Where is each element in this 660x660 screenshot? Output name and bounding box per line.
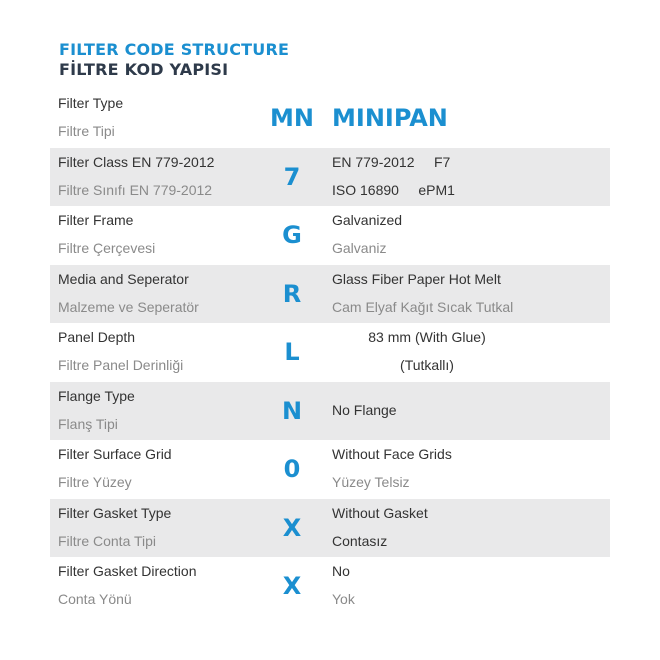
value-tr: (Tutkallı) <box>400 357 454 373</box>
code-letter: N <box>281 396 303 425</box>
value-en: 83 mm (With Glue) <box>368 329 486 345</box>
row-gasket-type <box>50 499 610 558</box>
code-letter: R <box>282 279 302 308</box>
label-tr: Filtre Conta Tipi <box>58 532 157 549</box>
label-tr: Conta Yönü <box>58 591 132 607</box>
code-letter: G <box>282 221 302 249</box>
value-tr: Galvaniz <box>332 240 387 256</box>
title-english: FILTER CODE STRUCTURE <box>59 40 290 59</box>
value-en: No <box>332 563 350 579</box>
label-en: Filter Gasket Direction <box>58 563 197 579</box>
label-en: Filter Class EN 779-2012 <box>58 153 215 170</box>
code-letter: 7 <box>283 162 301 191</box>
row-surface-grid <box>50 440 610 499</box>
label-tr: Flanş Tipi <box>58 415 118 432</box>
header <box>59 40 289 80</box>
row-filter-class <box>50 148 610 207</box>
label-tr: Malzeme ve Seperatör <box>58 298 199 315</box>
label-en: Filter Frame <box>58 212 134 228</box>
code-table <box>50 89 610 616</box>
value-line-2: ISO 16890 ePM1 <box>332 181 455 198</box>
value-en: Without Gasket <box>332 504 428 521</box>
value-tr: Yüzey Telsiz <box>332 474 410 490</box>
label-en: Filter Gasket Type <box>58 504 172 521</box>
value-single: No Flange <box>332 401 397 418</box>
label-en: Media and Seperator <box>58 270 189 287</box>
title-turkish: FİLTRE KOD YAPISI <box>59 60 229 79</box>
label-tr: Filtre Çerçevesi <box>58 240 156 256</box>
label-tr: Filtre Yüzey <box>58 474 132 490</box>
label-tr: Filtre Sınıfı EN 779-2012 <box>58 181 213 198</box>
value-tr: Cam Elyaf Kağıt Sıcak Tutkal <box>332 298 514 315</box>
code-letter: MN <box>270 104 314 132</box>
label-en: Filter Surface Grid <box>58 446 172 462</box>
code-letter: X <box>282 513 302 542</box>
label-en: Filter Type <box>58 95 124 111</box>
code-letter: X <box>282 572 302 600</box>
value-en: Glass Fiber Paper Hot Melt <box>332 270 501 287</box>
value-en: Without Face Grids <box>332 446 452 462</box>
row-filter-type <box>50 89 610 148</box>
label-tr: Filtre Panel Derinliği <box>58 357 184 373</box>
label-tr: Filtre Tipi <box>58 123 115 139</box>
code-letter: 0 <box>283 455 301 483</box>
value-tr: Yok <box>332 591 355 607</box>
row-panel-depth <box>50 323 610 382</box>
value-en: Galvanized <box>332 212 403 228</box>
row-gasket-direction <box>50 557 610 616</box>
row-media-separator <box>50 265 610 324</box>
label-en: Panel Depth <box>58 329 136 345</box>
value-line-1: EN 779-2012 F7 <box>332 153 451 170</box>
value-big: MINIPAN <box>332 104 448 132</box>
code-letter: L <box>284 338 300 366</box>
label-en: Flange Type <box>58 387 135 404</box>
row-flange-type <box>50 382 610 441</box>
row-filter-frame <box>50 206 610 265</box>
value-tr: Contasız <box>332 532 388 549</box>
